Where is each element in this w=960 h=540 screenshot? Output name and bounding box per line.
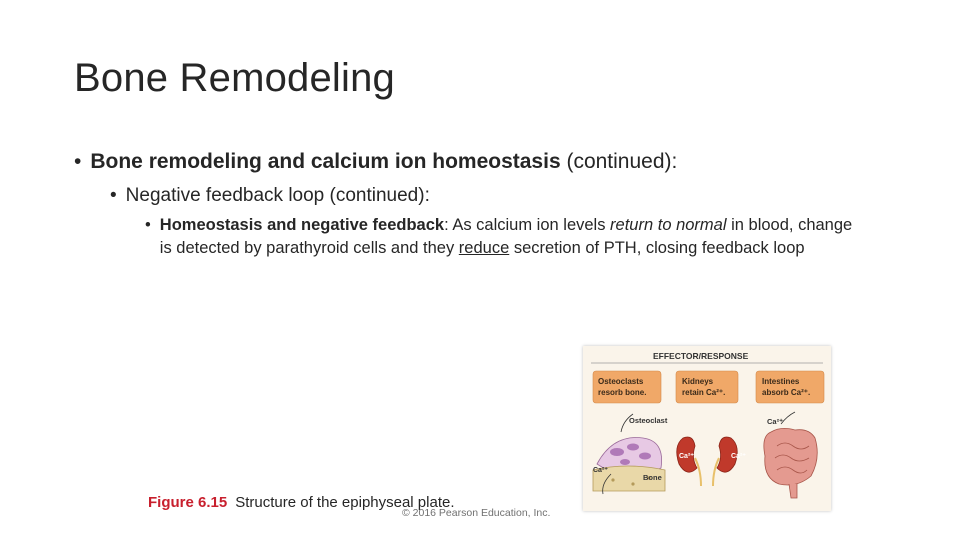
effector-box-intestines	[756, 371, 824, 403]
bullet-3-t1: : As calcium ion levels	[444, 216, 611, 234]
label-osteoclast: Osteoclast	[629, 416, 668, 425]
bullet-3-italic: return to normal	[610, 216, 727, 234]
bullet-3-t2: in blood, change is detected by parathyroid cells and they	[159, 216, 853, 257]
label-ca-bone: Ca²⁺	[593, 467, 608, 474]
figure-header: EFFECTOR/RESPONSE	[653, 351, 749, 361]
bullet-dot-icon: •	[74, 150, 82, 173]
bullet-3-t3: secretion of PTH, closing feedback loop	[509, 239, 805, 257]
bullet-1-text	[90, 150, 677, 174]
effector-box-kidneys	[676, 371, 738, 403]
label-bone: Bone	[643, 473, 662, 482]
box-3-line2: absorb Ca²⁺.	[762, 388, 811, 397]
label-ca-kidney-left: Ca²⁺	[679, 453, 694, 460]
bullet-dot-icon: •	[145, 216, 151, 234]
figure-caption-text: Structure of the epiphyseal plate.	[235, 494, 455, 511]
bullet-dot-icon: •	[110, 185, 117, 206]
figure-label: Figure 6.15	[148, 494, 228, 511]
label-ca-intestine: Ca²⁺	[767, 417, 784, 426]
box-2-line2: retain Ca²⁺.	[682, 388, 726, 397]
slide-title: Bone Remodeling	[74, 56, 395, 100]
bullet-level-3	[145, 214, 865, 260]
intestines-illustration	[764, 428, 817, 498]
box-2-line1: Kidneys	[682, 377, 714, 386]
box-1-line2: resorb bone.	[598, 388, 647, 397]
bullet-2-text: Negative feedback loop (continued):	[125, 185, 430, 206]
bullet-level-1	[74, 150, 677, 174]
kidneys-illustration	[677, 437, 738, 486]
bone-illustration	[593, 438, 665, 491]
bullet-3-text	[160, 214, 865, 260]
ca-absorb-arrow	[781, 412, 795, 424]
bullet-1-bold: Bone remodeling and calcium ion homeostasis	[90, 150, 561, 173]
label-ca-kidney-right: Ca²⁺	[731, 453, 746, 460]
box-1-line1: Osteoclasts	[598, 377, 644, 386]
effector-response-figure	[583, 346, 831, 511]
figure-illustration	[583, 346, 831, 511]
copyright-notice: © 2016 Pearson Education, Inc.	[402, 507, 551, 519]
box-3-line1: Intestines	[762, 377, 800, 386]
bullet-level-2	[110, 185, 430, 207]
bullet-1-rest: (continued):	[560, 150, 678, 173]
effector-box-osteoclasts	[593, 371, 661, 403]
bullet-3-bold: Homeostasis and negative feedback	[159, 216, 445, 234]
bullet-3-underline: reduce	[458, 239, 510, 257]
